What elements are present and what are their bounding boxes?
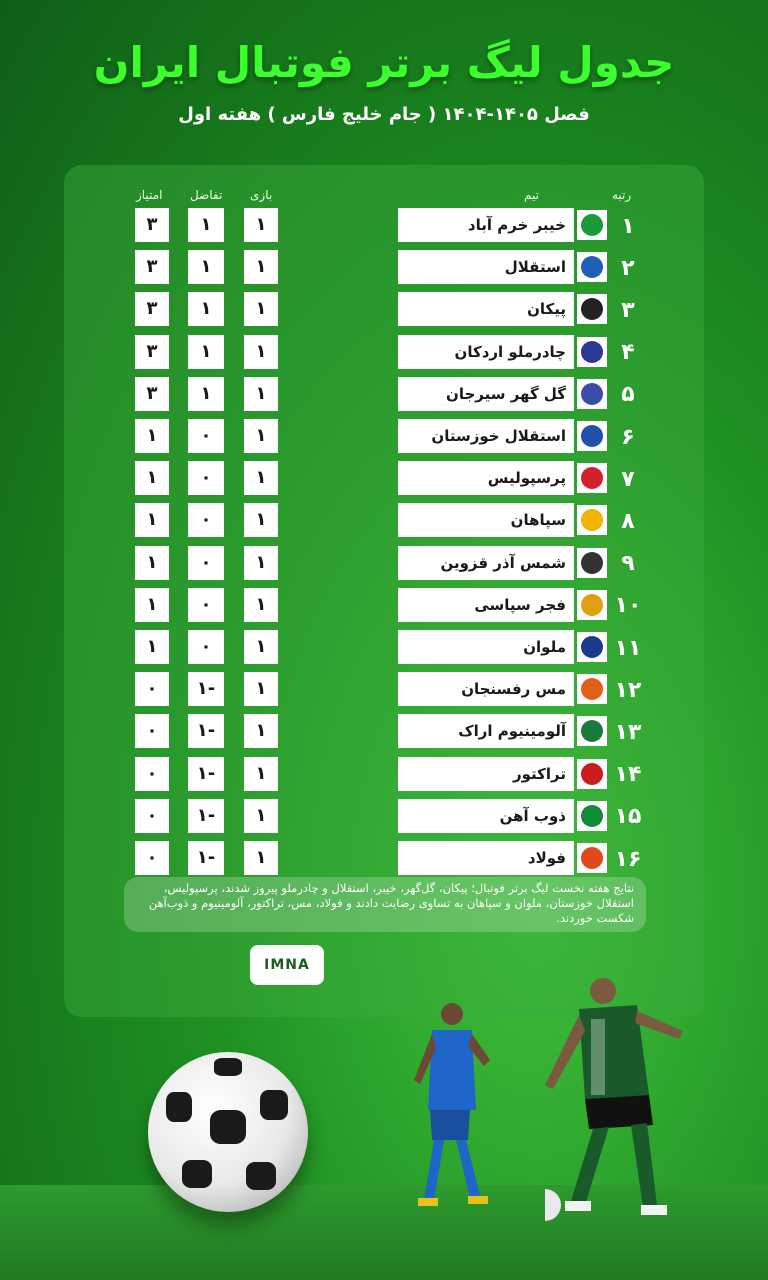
- table-row: [0, 588, 768, 624]
- games-played: ۱: [244, 546, 278, 580]
- goal-difference: ۰: [188, 461, 224, 495]
- team-name: فجر سپاسی: [398, 588, 574, 622]
- esteghlal-logo-icon: [577, 252, 607, 282]
- games-played: ۱: [244, 588, 278, 622]
- table-row: [0, 799, 768, 835]
- team-rank: ۷: [621, 466, 635, 492]
- table-row: [0, 377, 768, 413]
- goal-difference: -۱: [188, 672, 224, 706]
- team-name: استقلال خوزستان: [398, 419, 574, 453]
- team-rank: ۱۴: [614, 762, 642, 788]
- team-name: سپاهان: [398, 503, 574, 537]
- aluminium-logo-icon: [577, 716, 607, 746]
- goal-difference: ۱: [188, 250, 224, 284]
- fajr-sepasi-logo-icon: [577, 590, 607, 620]
- table-row: [0, 461, 768, 497]
- goal-difference: ۱: [188, 208, 224, 242]
- team-points: ۱: [135, 503, 169, 537]
- team-points: ۳: [135, 292, 169, 326]
- team-points: ۱: [135, 588, 169, 622]
- table-row: [0, 335, 768, 371]
- team-name: گل گهر سیرجان: [398, 377, 574, 411]
- chadormalu-logo-icon: [577, 337, 607, 367]
- goal-difference: -۱: [188, 841, 224, 875]
- games-played: ۱: [244, 461, 278, 495]
- team-name: آلومینیوم اراک: [398, 714, 574, 748]
- team-rank: ۱۰: [614, 593, 642, 619]
- team-points: ۰: [135, 841, 169, 875]
- games-played: ۱: [244, 841, 278, 875]
- malavan-logo-icon: [577, 632, 607, 662]
- team-points: ۱: [135, 546, 169, 580]
- zob-ahan-logo-icon: [577, 801, 607, 831]
- sepahan-logo-icon: [577, 505, 607, 535]
- games-played: ۱: [244, 292, 278, 326]
- team-rank: ۸: [621, 508, 635, 534]
- team-name: تراکتور: [398, 757, 574, 791]
- goal-difference: ۰: [188, 419, 224, 453]
- header-rank: رتبه: [612, 188, 632, 202]
- team-rank: ۱۳: [614, 719, 642, 745]
- games-played: ۱: [244, 799, 278, 833]
- imna-logo: IMNA: [250, 945, 324, 985]
- header-points: امتیاز: [136, 188, 163, 202]
- team-name: شمس آذر قزوین: [398, 546, 574, 580]
- header-games: بازی: [250, 188, 273, 202]
- page-title: جدول لیگ برتر فوتبال ایران: [93, 38, 675, 87]
- team-points: ۱: [135, 419, 169, 453]
- games-played: ۱: [244, 377, 278, 411]
- goal-difference: -۱: [188, 799, 224, 833]
- table-row: [0, 503, 768, 539]
- soccer-ball-icon: [148, 1052, 308, 1212]
- team-name: چادرملو اردکان: [398, 335, 574, 369]
- team-name: استقلال: [398, 250, 574, 284]
- team-points: ۳: [135, 208, 169, 242]
- goal-difference: ۰: [188, 503, 224, 537]
- games-played: ۱: [244, 208, 278, 242]
- team-points: ۰: [135, 714, 169, 748]
- team-points: ۳: [135, 335, 169, 369]
- team-rank: ۱۵: [614, 804, 642, 830]
- persepolis-logo-icon: [577, 463, 607, 493]
- team-rank: ۱: [621, 213, 635, 239]
- games-played: ۱: [244, 757, 278, 791]
- shams-azar-logo-icon: [577, 548, 607, 578]
- foolad-logo-icon: [577, 843, 607, 873]
- table-row: [0, 672, 768, 708]
- goal-difference: -۱: [188, 757, 224, 791]
- team-name: ملوان: [398, 630, 574, 664]
- results-note: نتایج هفته نخست لیگ برتر فوتبال؛ پیکان، گل‌گهر، خیبر، استقلال و چادرملو پیروز شدند، پرسپولیس، استقلال خوزستان، ملوان و سپاهان به تساوی رضایت دادند و فولاد، مس، تراکتور، آلومینیوم و ذوب‌آهن شکست خوردند.: [124, 877, 646, 932]
- table-row: [0, 250, 768, 286]
- table-row: [0, 757, 768, 793]
- goal-difference: ۱: [188, 377, 224, 411]
- team-name: فولاد: [398, 841, 574, 875]
- golgohar-logo-icon: [577, 379, 607, 409]
- mes-rafsanjan-logo-icon: [577, 674, 607, 704]
- table-row: [0, 714, 768, 750]
- table-row: [0, 292, 768, 328]
- games-played: ۱: [244, 419, 278, 453]
- header-team: تیم: [524, 188, 539, 202]
- goal-difference: ۱: [188, 335, 224, 369]
- games-played: ۱: [244, 630, 278, 664]
- goal-difference: -۱: [188, 714, 224, 748]
- kheybar-logo-icon: [577, 210, 607, 240]
- paykan-logo-icon: [577, 294, 607, 324]
- games-played: ۱: [244, 335, 278, 369]
- header-diff: تفاضل: [190, 188, 223, 202]
- team-points: ۳: [135, 377, 169, 411]
- team-rank: ۶: [621, 424, 635, 450]
- goal-difference: ۰: [188, 588, 224, 622]
- team-rank: ۴: [621, 340, 635, 366]
- player-green-icon: [545, 975, 685, 1225]
- table-row: [0, 208, 768, 244]
- team-name: پرسپولیس: [398, 461, 574, 495]
- team-rank: ۱۲: [614, 677, 642, 703]
- team-name: خیبر خرم آباد: [398, 208, 574, 242]
- team-rank: ۱۶: [614, 846, 642, 872]
- player-blue-icon: [410, 1000, 490, 1215]
- team-rank: ۵: [621, 382, 635, 408]
- tractor-logo-icon: [577, 759, 607, 789]
- games-played: ۱: [244, 250, 278, 284]
- team-points: ۳: [135, 250, 169, 284]
- esteghlal-khuzestan-logo-icon: [577, 421, 607, 451]
- page-subtitle: فصل ۱۴۰۵-۱۴۰۴ ( جام خلیج فارس ) هفته اول: [178, 104, 590, 125]
- team-points: ۱: [135, 461, 169, 495]
- team-name: پیکان: [398, 292, 574, 326]
- team-points: ۱: [135, 630, 169, 664]
- games-played: ۱: [244, 714, 278, 748]
- team-rank: ۳: [621, 297, 635, 323]
- team-points: ۰: [135, 799, 169, 833]
- table-row: [0, 546, 768, 582]
- goal-difference: ۰: [188, 546, 224, 580]
- team-points: ۰: [135, 757, 169, 791]
- team-rank: ۹: [621, 551, 635, 577]
- goal-difference: ۱: [188, 292, 224, 326]
- team-rank: ۲: [621, 255, 635, 281]
- games-played: ۱: [244, 503, 278, 537]
- table-row: [0, 630, 768, 666]
- team-points: ۰: [135, 672, 169, 706]
- goal-difference: ۰: [188, 630, 224, 664]
- table-row: [0, 419, 768, 455]
- team-rank: ۱۱: [614, 635, 642, 661]
- table-row: [0, 841, 768, 877]
- games-played: ۱: [244, 672, 278, 706]
- team-name: ذوب آهن: [398, 799, 574, 833]
- team-name: مس رفسنجان: [398, 672, 574, 706]
